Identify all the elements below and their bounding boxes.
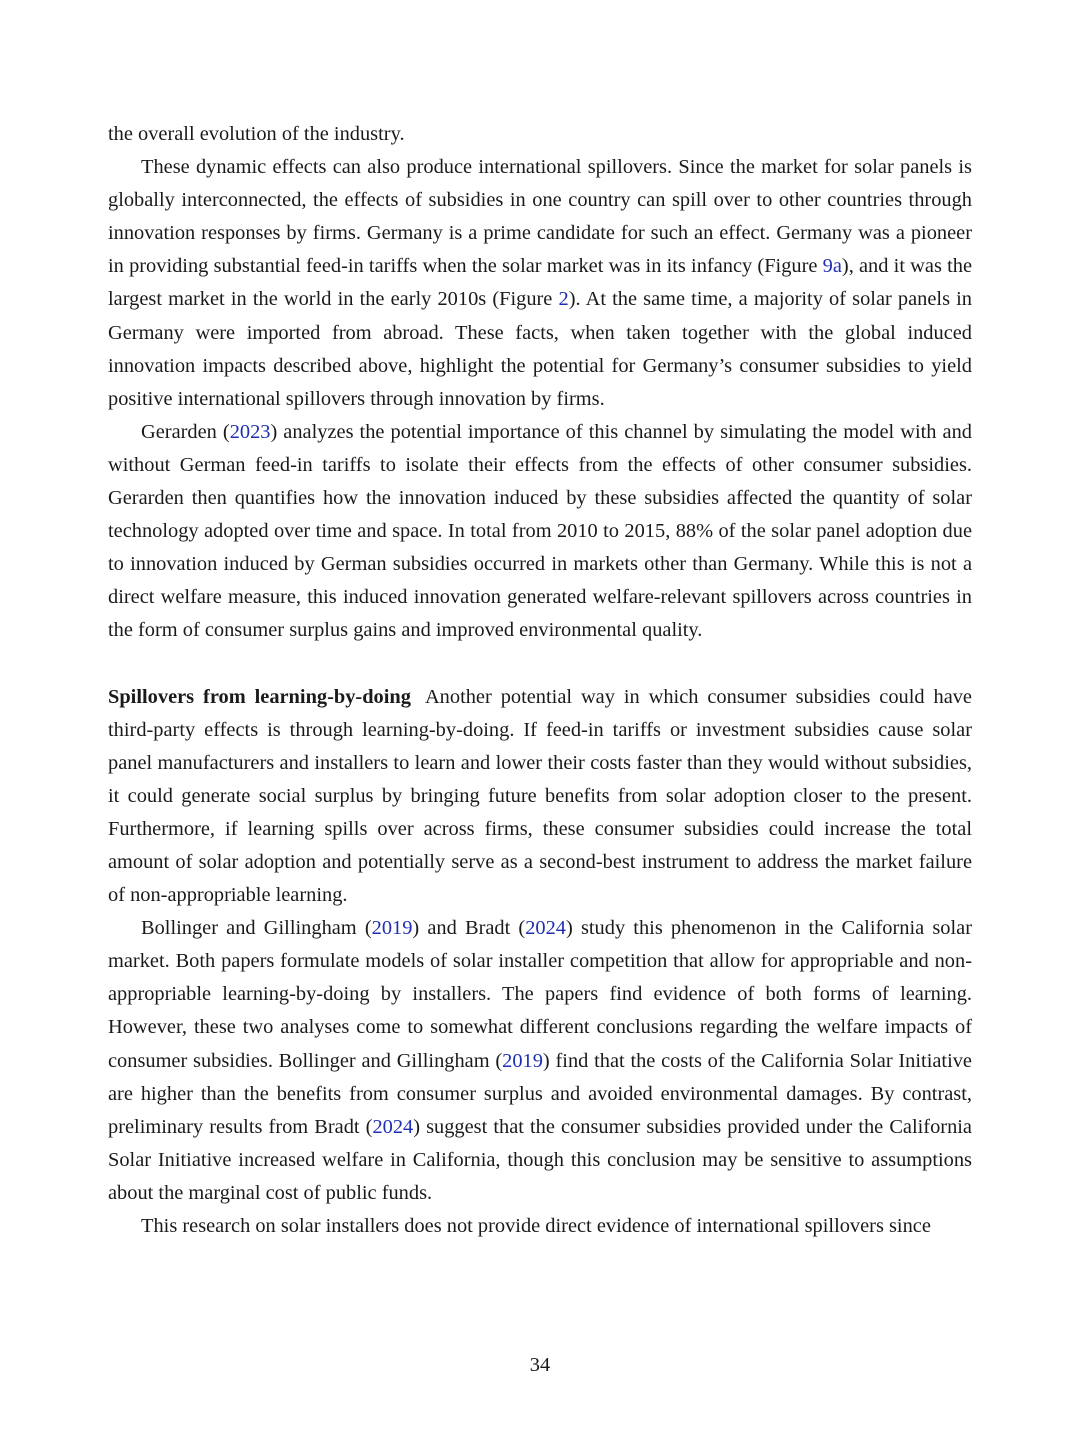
- citation-link[interactable]: 2024: [525, 917, 566, 940]
- paragraph-text: ) and Bradt (: [412, 917, 526, 940]
- paragraph-text: the overall evolution of the industry.: [108, 123, 405, 145]
- section-heading: Spillovers from learning-by-doing: [108, 685, 411, 708]
- citation-link[interactable]: 2: [558, 288, 569, 311]
- citation-link[interactable]: 2019: [502, 1049, 543, 1072]
- paragraph-text: ) find that the costs of the California Solar Initiative are higher than the benefits from consumer surplus and avoided environmental damages. By contrast, preliminary results from Bradt (: [108, 1049, 972, 1138]
- paragraph: [108, 118, 972, 151]
- paragraph-text: Another potential way in which consumer subsidies could have third-party effects is through learning-by-doing. If feed-in tariffs or investment subsidies cause solar panel manufacturers and installers to learn and lower their costs faster than they would without subsidies, it could generate social surplus by bringing future benefits from solar adoption closer to the present. Furthermore, if learning spills over across firms, these consumer subsidies could increase the total amount of solar adoption and potentially serve as a second-best instrument to address the market failure of non-appropriable learning.: [108, 685, 972, 907]
- paragraph-text: These dynamic effects can also produce international spillovers. Since the market for solar panels is globally interconnected, the effects of subsidies in one country can spill over to other countries through innovation responses by firms. Germany is a prime candidate for such an effect. Germany was a pioneer in providing substantial feed-in tariffs when the solar market was in its infancy (Figure: [108, 156, 972, 278]
- paragraph-text: ) study this phenomenon in the California solar market. Both papers formulate models of solar installer competition that allow for appropriable and non-appropriable learning-by-doing by installers. The papers find evidence of both forms of learning. However, these two analyses come to somewhat different conclusions regarding the welfare impacts of consumer subsidies. Bollinger and Gillingham (: [108, 917, 972, 1072]
- paragraph-text: Bollinger and Gillingham (: [141, 917, 372, 940]
- paragraph-text: ) analyzes the potential importance of this channel by simulating the model with and without German feed-in tariffs to isolate their effects from the effects of other consumer subsidies. Gerarden then quantifies how the innovation induced by these subsidies affected the quantity of solar technology adopted over time and space. In total from 2010 to 2015, 88% of the solar panel adoption due to innovation induced by German subsidies occurred in markets other than Germany. While this is not a direct welfare measure, this induced innovation generated welfare-relevant spillovers across countries in the form of consumer surplus gains and improved environmental quality.: [108, 420, 972, 642]
- paragraph: [108, 416, 972, 648]
- citation-link[interactable]: 2024: [372, 1115, 414, 1138]
- paragraph: [108, 1210, 972, 1243]
- citation-link[interactable]: 9a: [822, 255, 842, 278]
- paragraph-text: ), and it was the largest market in the world in the early 2010s (Figure: [108, 255, 973, 311]
- paragraph-text: This research on solar installers does not provide direct evidence of international spillovers since: [141, 1215, 931, 1237]
- citation-link[interactable]: 2023: [229, 420, 271, 443]
- page-number: 34: [529, 1354, 551, 1376]
- paragraph-text: Gerarden (: [141, 420, 230, 443]
- section-paragraph: [108, 681, 972, 913]
- paragraph-text: ). At the same time, a majority of solar panels in Germany were imported from abroad. These facts, when taken together with the global induced innovation impacts described above, highlight the potential for Germany’s consumer subsidies to yield positive international spillovers through innovation by firms.: [108, 288, 972, 410]
- citation-link[interactable]: 2019: [371, 917, 413, 940]
- paragraph-text: ) suggest that the consumer subsidies provided under the California Solar Initiative increased welfare in California, though this conclusion may be sensitive to assumptions about the marginal cost of public funds.: [108, 1115, 972, 1204]
- paragraph: [108, 912, 972, 1210]
- paragraph: [108, 151, 972, 416]
- page-body: [108, 118, 972, 1243]
